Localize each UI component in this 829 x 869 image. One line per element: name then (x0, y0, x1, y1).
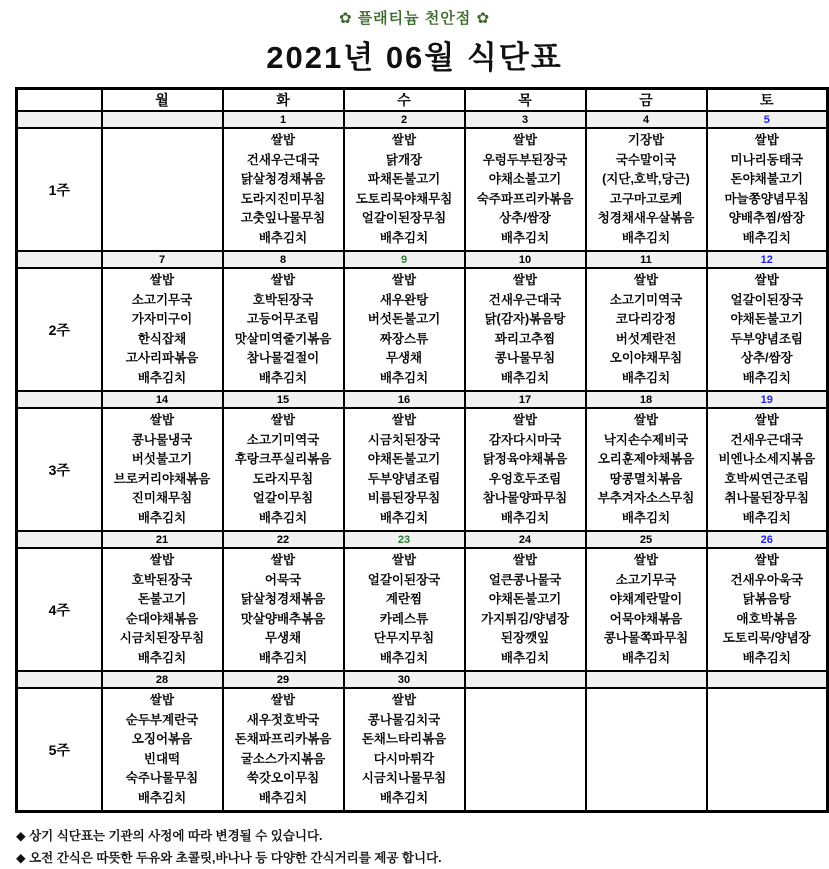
menu-item: 된장깻잎 (500, 631, 550, 645)
menu-item: 숙주나물무침 (125, 771, 199, 785)
menu-item: 상추/쌈장 (740, 351, 793, 365)
menu-item: 배추김치 (500, 650, 550, 665)
menu-item: 소고기무국 (131, 292, 193, 307)
menu-item: 버섯불고기 (131, 452, 193, 466)
menu-item: 양배추찜/쌈장 (728, 211, 805, 225)
week-label: 4주 (17, 548, 102, 671)
menu-item: 닭살청경채볶음 (240, 592, 326, 606)
menu-item: 가지튀김/양념장 (481, 611, 569, 626)
menu-item: 맛살미역줄기볶음 (234, 331, 332, 346)
menu-item: 얼갈이된장무침 (361, 211, 447, 225)
menu-item: 상추/쌈장 (499, 211, 551, 225)
menu-item: 한식잡채 (137, 331, 187, 346)
day-header-0: 월 (102, 89, 223, 112)
menu-cell (102, 688, 223, 812)
menu-lines (345, 551, 464, 668)
menu-row-week-3 (17, 408, 828, 531)
menu-cell (707, 548, 828, 671)
menu-item: 참나물겉절이 (246, 351, 320, 365)
menu-lines (708, 411, 827, 528)
date-cell: 5 (707, 111, 828, 128)
menu-lines (466, 551, 585, 668)
menu-item: 고춧잎나물무침 (240, 211, 326, 225)
date-cell: 10 (465, 251, 586, 268)
menu-lines (466, 271, 585, 388)
menu-item: 고구마고로케 (609, 191, 683, 206)
menu-cell (223, 408, 344, 531)
menu-item: 건새우아욱국 (730, 572, 803, 587)
week-label: 1주 (17, 128, 102, 251)
menu-item: 배추김치 (258, 510, 308, 525)
menu-item: 시금치나물무침 (361, 771, 447, 785)
date-cell (465, 671, 586, 688)
date-cell: 3 (465, 111, 586, 128)
menu-lines (345, 691, 464, 808)
note-change-policy: ◆ 상기 식단표는 기관의 사정에 따라 변경될 수 있습니다. (16, 829, 323, 843)
menu-item: 오이야채무침 (609, 351, 683, 365)
menu-item: 다시마튀각 (373, 751, 435, 766)
menu-item: 비엔나소세지볶음 (718, 452, 816, 466)
menu-item: 배추김치 (621, 510, 671, 525)
menu-item: 쑥갓오이무침 (246, 771, 320, 785)
menu-item: 배추김치 (258, 370, 308, 385)
menu-item: 콩나물김치국 (367, 712, 441, 727)
date-cell: 8 (223, 251, 344, 268)
menu-item: 배추김치 (258, 230, 308, 245)
menu-item: 쌀밥 (754, 133, 779, 147)
day-header-section (17, 89, 828, 112)
menu-item: 얼갈이무침 (252, 491, 314, 505)
title-block (0, 0, 829, 77)
menu-item: 버섯돈불고기 (367, 312, 441, 326)
menu-item: 배추김치 (500, 510, 550, 525)
menu-item: 쌀밥 (633, 413, 659, 427)
menu-item: 쌀밥 (149, 693, 175, 707)
menu-item: 호박된장국 (131, 572, 193, 587)
menu-item: 건새우근대국 (488, 292, 562, 307)
menu-row-week-1 (17, 128, 828, 251)
menu-item: 단무지무침 (373, 631, 435, 645)
menu-item: 배추김치 (379, 230, 429, 245)
menu-item: 배추김치 (379, 370, 429, 385)
menu-item: 쌀밥 (149, 553, 175, 567)
menu-lines (345, 131, 464, 248)
day-header-2: 수 (344, 89, 465, 112)
menu-item: 배추김치 (621, 230, 671, 245)
menu-item: 배추김치 (137, 650, 187, 665)
week-label: 5주 (17, 688, 102, 812)
menu-cell (344, 548, 465, 671)
menu-item: 굴소스가지볶음 (240, 751, 326, 766)
menu-item: 배추김치 (379, 790, 429, 805)
corner-cell (17, 89, 102, 112)
menu-item: 닭살청경채볶음 (240, 172, 326, 186)
menu-item: 도라지무침 (252, 471, 314, 486)
menu-item: 시금치된장국 (367, 432, 441, 447)
menu-lines (587, 411, 706, 528)
menu-cell (102, 408, 223, 531)
date-cell: 12 (707, 251, 828, 268)
menu-item: 파채돈불고기 (367, 172, 441, 186)
menu-lines (587, 271, 706, 388)
date-cell: 1 (223, 111, 344, 128)
menu-item: 배추김치 (742, 650, 791, 665)
menu-item: 낙지손수제비국 (603, 432, 689, 447)
menu-item: 배추김치 (137, 370, 187, 385)
menu-cell (223, 128, 344, 251)
date-row-week-3 (17, 391, 828, 408)
menu-item: 새우젓호박국 (246, 712, 320, 727)
menu-item: 카레스튜 (379, 611, 429, 626)
menu-item: 쌀밥 (149, 413, 175, 427)
menu-item: 소고기미역국 (246, 432, 320, 447)
menu-lines (466, 411, 585, 528)
menu-item: 청경채새우살볶음 (597, 211, 695, 225)
menu-item: 야채돈불고기 (488, 592, 562, 606)
note-morning-snack: ◆ 오전 간식은 따뜻한 두유와 초콜릿,바나나 등 다양한 간식거리를 제공 합니다. (16, 851, 442, 865)
menu-item: 호박씨연근조림 (724, 471, 810, 486)
menu-item: 쌀밥 (149, 273, 175, 287)
menu-cell (707, 268, 828, 391)
date-cell: 11 (586, 251, 707, 268)
menu-item: 버섯계란전 (615, 331, 677, 346)
menu-lines (224, 131, 343, 248)
day-header-row (17, 89, 828, 112)
menu-item: 고등어무조림 (246, 312, 320, 326)
menu-lines (466, 131, 585, 248)
date-cell (707, 671, 828, 688)
menu-item: 쌀밥 (633, 273, 659, 287)
menu-item: 돈야채불고기 (730, 172, 803, 186)
menu-item: 짜장스튜 (379, 331, 429, 346)
footer-notes (16, 825, 829, 869)
menu-item: 진미채무침 (131, 491, 193, 505)
menu-item: 어묵국 (264, 572, 302, 587)
menu-lines (345, 271, 464, 388)
menu-item: 애호박볶음 (736, 611, 797, 626)
menu-cell (102, 268, 223, 391)
menu-item: 야채돈불고기 (367, 452, 441, 466)
menu-item: 새우완탕 (379, 292, 429, 307)
menu-row-week-5 (17, 688, 828, 812)
page-title: 2021년 06월 식단표 (266, 40, 563, 75)
menu-item: 콩나물냉국 (131, 432, 193, 447)
menu-item: 도토리묵야채무침 (355, 191, 453, 206)
menu-item: 건새우근대국 (730, 432, 803, 447)
menu-item: 감자다시마국 (488, 432, 562, 447)
menu-cell (465, 688, 586, 812)
menu-item: 계란찜 (385, 592, 423, 606)
date-cell: 16 (344, 391, 465, 408)
date-cell: 22 (223, 531, 344, 548)
menu-item: 닭정육야채볶음 (482, 452, 568, 466)
menu-item: 어묵야채볶음 (609, 611, 683, 626)
date-cell: 2 (344, 111, 465, 128)
date-cell (102, 111, 223, 128)
menu-item: 쌀밥 (270, 553, 296, 567)
menu-item: 도라지진미무침 (240, 191, 326, 206)
menu-lines (708, 271, 827, 388)
menu-lines (587, 131, 706, 248)
menu-item: 배추김치 (500, 230, 550, 245)
meal-plan-body (17, 111, 828, 812)
date-cell (586, 671, 707, 688)
date-row-week-2 (17, 251, 828, 268)
menu-item: 닭볶음탕 (742, 592, 791, 606)
menu-item: 배추김치 (742, 370, 791, 385)
menu-item: 후랑크푸실리볶음 (234, 452, 332, 466)
date-cell: 17 (465, 391, 586, 408)
date-cell: 15 (223, 391, 344, 408)
date-row-week-1 (17, 111, 828, 128)
menu-item: 순대야채볶음 (125, 611, 199, 626)
date-cell: 29 (223, 671, 344, 688)
menu-item: 쌀밥 (512, 413, 538, 427)
menu-item: 얼갈이된장국 (367, 572, 441, 587)
menu-item: 배추김치 (742, 510, 791, 525)
menu-item: 쌀밥 (391, 273, 417, 287)
menu-item: 쌀밥 (512, 553, 538, 567)
menu-item: 쌀밥 (270, 413, 296, 427)
menu-item: 무생채 (264, 631, 302, 645)
menu-item: 가자미구이 (131, 312, 193, 326)
menu-item: 쌀밥 (270, 273, 296, 287)
menu-item: 꽈리고추찜 (494, 331, 556, 346)
date-row-label-spacer (17, 531, 102, 548)
date-cell: 23 (344, 531, 465, 548)
menu-cell (586, 268, 707, 391)
date-cell: 28 (102, 671, 223, 688)
menu-item: 쌀밥 (512, 273, 538, 287)
menu-item: 무생채 (385, 351, 423, 365)
meal-plan-table (15, 87, 829, 813)
day-header-4: 금 (586, 89, 707, 112)
date-cell: 24 (465, 531, 586, 548)
menu-lines (103, 411, 222, 528)
menu-item: 순두부계란국 (125, 712, 199, 727)
menu-item: 야채돈불고기 (730, 312, 803, 326)
menu-lines (224, 691, 343, 808)
menu-item: 두부양념조림 (730, 331, 803, 346)
menu-item: 맛살양배추볶음 (240, 611, 326, 626)
menu-item: 배추김치 (379, 510, 429, 525)
date-cell: 14 (102, 391, 223, 408)
menu-cell (586, 128, 707, 251)
menu-cell (344, 268, 465, 391)
menu-item: 닭개장 (385, 152, 423, 167)
menu-item: 쌀밥 (754, 413, 779, 427)
menu-item: 숙주파프리카볶음 (476, 191, 574, 206)
menu-cell (223, 688, 344, 812)
menu-item: 쌀밥 (391, 693, 417, 707)
menu-item: 얼큰콩나물국 (488, 572, 562, 587)
menu-lines (708, 131, 827, 248)
menu-item: 소고기미역국 (609, 292, 683, 307)
menu-cell (223, 268, 344, 391)
date-row-week-4 (17, 531, 828, 548)
menu-item: 땅콩멸치볶음 (609, 471, 683, 486)
menu-item: 미나리동태국 (730, 152, 803, 167)
menu-item: 배추김치 (258, 790, 308, 805)
date-row-week-5 (17, 671, 828, 688)
menu-cell (707, 408, 828, 531)
date-row-label-spacer (17, 111, 102, 128)
menu-item: 오징어볶음 (131, 732, 193, 746)
menu-item: 참나물양파무침 (482, 491, 568, 505)
menu-item: 쌀밥 (391, 413, 417, 427)
menu-item: 배추김치 (137, 790, 187, 805)
menu-item: 쌀밥 (512, 133, 538, 147)
menu-cell (465, 408, 586, 531)
menu-item: 돈채파프리카볶음 (234, 732, 332, 746)
menu-item: 쌀밥 (633, 553, 659, 567)
menu-item: 배추김치 (621, 650, 671, 665)
menu-lines (224, 271, 343, 388)
day-header-5: 토 (707, 89, 828, 112)
menu-item: 쌀밥 (754, 273, 779, 287)
date-cell: 30 (344, 671, 465, 688)
date-cell: 9 (344, 251, 465, 268)
menu-item: 쌀밥 (754, 553, 779, 567)
date-cell: 19 (707, 391, 828, 408)
menu-item: 고사리파볶음 (125, 351, 199, 365)
week-label: 3주 (17, 408, 102, 531)
menu-item: 배추김치 (258, 650, 308, 665)
menu-row-week-2 (17, 268, 828, 391)
menu-lines (345, 411, 464, 528)
date-row-label-spacer (17, 251, 102, 268)
menu-item: 마늘쫑양념무침 (724, 191, 810, 206)
menu-item: 돈불고기 (137, 592, 187, 606)
menu-item: 비름된장무침 (367, 491, 441, 505)
menu-cell (465, 128, 586, 251)
menu-cell (344, 128, 465, 251)
menu-lines (708, 551, 827, 668)
menu-item: 브로커리야채볶음 (113, 471, 211, 486)
menu-item: (지단,호박,당근) (602, 172, 690, 186)
menu-item: 얼갈이된장국 (730, 292, 803, 307)
menu-cell (465, 268, 586, 391)
menu-cell (707, 688, 828, 812)
date-cell: 18 (586, 391, 707, 408)
menu-lines (103, 691, 222, 808)
menu-lines (103, 551, 222, 668)
menu-item: 두부양념조림 (367, 471, 441, 486)
menu-cell (102, 548, 223, 671)
menu-item: 배추김치 (137, 510, 187, 525)
date-cell: 7 (102, 251, 223, 268)
date-cell: 26 (707, 531, 828, 548)
day-header-1: 화 (223, 89, 344, 112)
menu-item: 도토리묵/양념장 (722, 631, 811, 645)
menu-item: 오리훈제야채볶음 (597, 452, 695, 466)
menu-lines (224, 411, 343, 528)
menu-item: 부추겨자소스무침 (597, 491, 695, 505)
menu-item: 야채소불고기 (488, 172, 562, 186)
menu-item: 소고기무국 (615, 572, 677, 587)
menu-item: 기장밥 (627, 133, 665, 147)
menu-lines (224, 551, 343, 668)
menu-item: 배추김치 (500, 370, 550, 385)
menu-cell (344, 688, 465, 812)
menu-cell (586, 548, 707, 671)
menu-item: 우렁두부된장국 (482, 152, 568, 167)
menu-lines (103, 271, 222, 388)
menu-item: 건새우근대국 (246, 152, 320, 167)
menu-cell (586, 688, 707, 812)
menu-cell (465, 548, 586, 671)
menu-item: 취나물된장무침 (724, 491, 810, 505)
menu-item: 콩나물무침 (494, 351, 556, 365)
date-cell: 4 (586, 111, 707, 128)
menu-item: 빈대떡 (143, 751, 181, 766)
menu-cell (102, 128, 223, 251)
day-header-3: 목 (465, 89, 586, 112)
date-row-label-spacer (17, 671, 102, 688)
date-cell: 25 (586, 531, 707, 548)
branch-subtitle: ✿ 플래티늄 천안점 ✿ (338, 10, 491, 27)
menu-row-week-4 (17, 548, 828, 671)
menu-item: 배추김치 (742, 230, 791, 245)
menu-item: 돈채느타리볶음 (361, 732, 447, 746)
menu-item: 야채계란말이 (609, 592, 683, 606)
menu-cell (707, 128, 828, 251)
menu-item: 쌀밥 (270, 133, 296, 147)
menu-item: 코다리강정 (615, 312, 677, 326)
date-row-label-spacer (17, 391, 102, 408)
menu-item: 우엉호두조림 (488, 471, 562, 486)
menu-cell (586, 408, 707, 531)
week-label: 2주 (17, 268, 102, 391)
menu-cell (223, 548, 344, 671)
menu-item: 쌀밥 (391, 553, 417, 567)
menu-cell (344, 408, 465, 531)
menu-item: 쌀밥 (391, 133, 417, 147)
menu-item: 배추김치 (621, 370, 671, 385)
menu-item: 쌀밥 (270, 693, 296, 707)
menu-item: 호박된장국 (252, 292, 314, 307)
menu-item: 콩나물쪽파무침 (603, 631, 689, 645)
menu-item: 국수말이국 (615, 152, 677, 167)
menu-item: 시금치된장무침 (119, 631, 205, 645)
menu-item: 배추김치 (379, 650, 429, 665)
date-cell: 21 (102, 531, 223, 548)
menu-item: 닭(감자)볶음탕 (484, 312, 566, 326)
menu-lines (587, 551, 706, 668)
